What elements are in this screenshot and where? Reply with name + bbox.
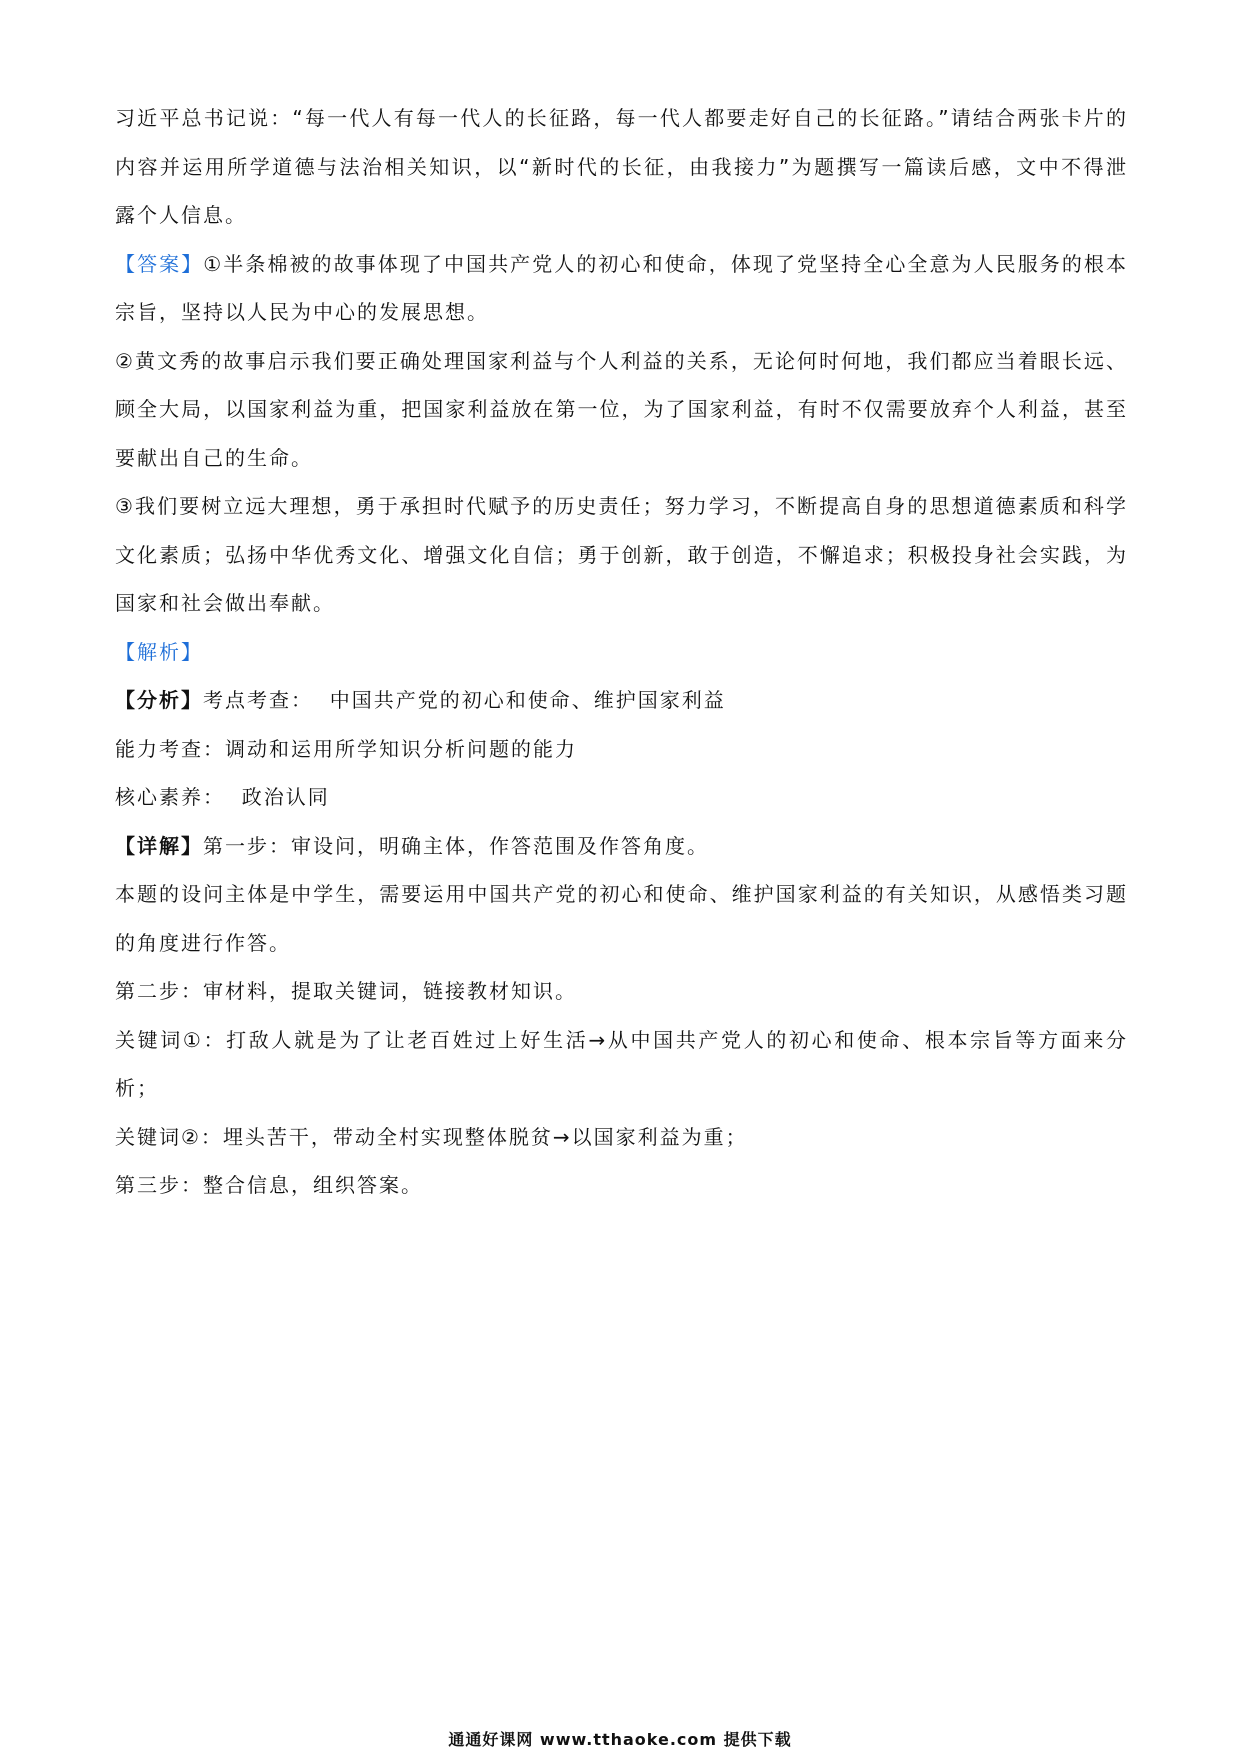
analysis-kaodian (115, 676, 1128, 725)
footer-credit: 通通好课网 www.tthaoke.com 提供下载 (448, 1730, 792, 1749)
detail-step-1 (115, 822, 1128, 871)
answer-item-3: ③我们要树立远大理想，勇于承担时代赋予的历史责任；努力学习，不断提高自身的思想道德素质和科学文化素质；弘扬中华优秀文化、增强文化自信；勇于创新，敢于创造，不懈追求；积极投身社会实践，为国家和社会做出奉献。 (115, 494, 1128, 615)
answer-label: 【答案】 (115, 251, 204, 276)
analysis-heading (115, 628, 1128, 677)
key-point-1: 关键词①：打敌人就是为了让老百姓过上好生活→从中国共产党人的初心和使命、根本宗旨等方面来分析； (115, 1027, 1128, 1100)
question-paragraph: 习近平总书记说：“每一代人有每一代人的长征路，每一代人都要走好自己的长征路。”请结合两张卡片的内容并运用所学道德与法治相关知识，以“新时代的长征，由我接力”为题撰写一篇读后感，文中不得泄露个人信息。 (115, 106, 1128, 227)
analysis-suyang: 核心素养： 政治认同 (115, 785, 330, 809)
key-point-2: 关键词②：埋头苦干，带动全村实现整体脱贫→以国家利益为重； (115, 1124, 748, 1149)
detail-step-1-text: 第一步：审设问，明确主体，作答范围及作答角度。 (203, 833, 709, 858)
analysis-kaodian-text: 考点考查： 中国共产党的初心和使命、维护国家利益 (203, 688, 726, 712)
analysis-label: 【解析】 (115, 639, 203, 664)
detail-step-3: 第三步：整合信息，组织答案。 (115, 1173, 423, 1197)
document-body (115, 94, 1128, 1210)
answer-item-1 (115, 240, 1128, 337)
detail-step-2: 第二步：审材料，提取关键词，链接教材知识。 (115, 979, 577, 1003)
answer-text-1: ①半条棉被的故事体现了中国共产党人的初心和使命，体现了党坚持全心全意为人民服务的根本宗旨，坚持以人民为中心的发展思想。 (115, 251, 1129, 324)
answer-item-2: ②黄文秀的故事启示我们要正确处理国家利益与个人利益的关系，无论何时何地，我们都应当着眼长远、顾全大局，以国家利益为重，把国家利益放在第一位，为了国家利益，有时不仅需要放弃个人利益，甚至要献出自己的生命。 (115, 348, 1128, 470)
detail-step-1-body: 本题的设问主体是中学生，需要运用中国共产党的初心和使命、维护国家利益的有关知识，从感悟类习题的角度进行作答。 (115, 882, 1128, 955)
analysis-nengli: 能力考查：调动和运用所学知识分析问题的能力 (115, 736, 577, 761)
detail-label: 【详解】 (115, 833, 203, 858)
analysis-sub-label: 【分析】 (115, 688, 203, 712)
